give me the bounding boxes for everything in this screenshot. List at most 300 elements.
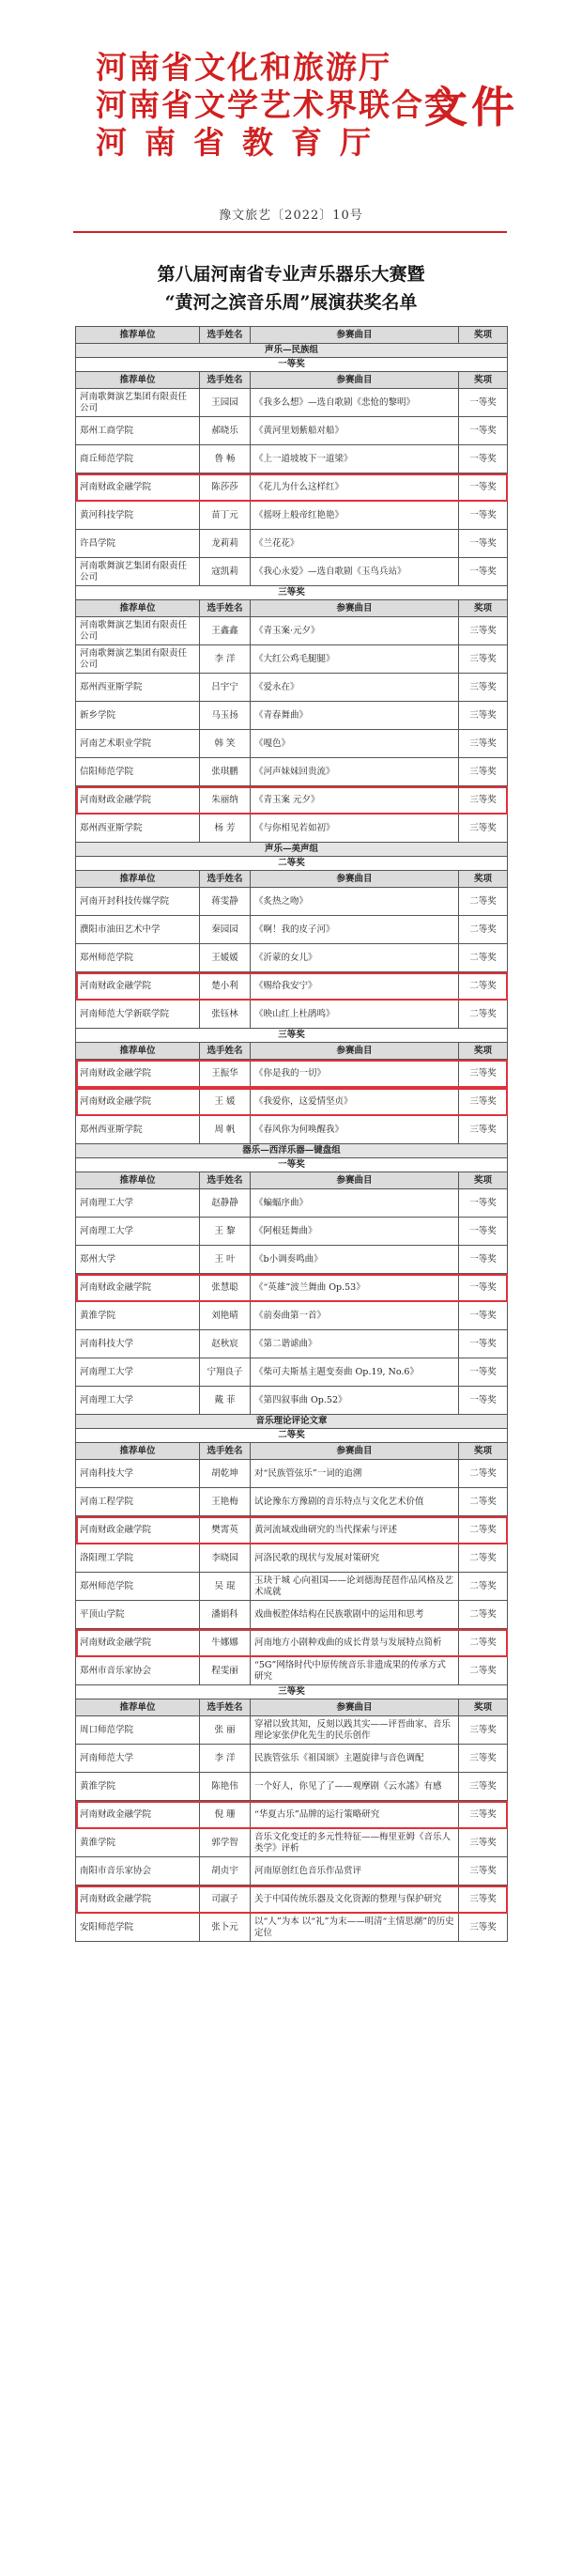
cell-award: 一等奖 [459, 1218, 508, 1246]
cell-song: 河南原创红色音乐作品赏评 [251, 1857, 459, 1885]
cell-name: 樊霄英 [200, 1516, 251, 1544]
cell-song: 对“民族管弦乐”一词的追溯 [251, 1460, 459, 1488]
cell-name: 戴 菲 [200, 1387, 251, 1415]
cell-song: 戏曲板腔体结构在民族歌剧中的运用和思考 [251, 1601, 459, 1629]
category-row [76, 1144, 508, 1158]
cell-award: 二等奖 [459, 1629, 508, 1657]
cell-award: 三等奖 [459, 1116, 508, 1144]
cell-song: 穿裙以致其知，反刻以践其实——评晋曲家、音乐理论家张伊化先生的民乐创作 [251, 1716, 459, 1745]
cell-song: 关于中国传统乐器及文化资源的整理与保护研究 [251, 1885, 459, 1914]
page-title-line1: 第八届河南省专业声乐器乐大赛暨 [157, 264, 425, 285]
table-row [76, 944, 508, 972]
table-row [76, 1516, 508, 1544]
cell-award: 三等奖 [459, 617, 508, 645]
table-row [76, 1274, 508, 1302]
cell-unit: 河南歌舞演艺集团有限责任公司 [76, 617, 200, 645]
cell-award: 一等奖 [459, 1189, 508, 1218]
cell-award: 三等奖 [459, 730, 508, 758]
cell-award: 三等奖 [459, 1857, 508, 1885]
cell-name: 王 叶 [200, 1246, 251, 1274]
cell-award: 二等奖 [459, 1516, 508, 1544]
cell-name: 王园园 [200, 389, 251, 417]
cell-name: 刘艳晴 [200, 1302, 251, 1330]
award-level-label: 二等奖 [76, 1429, 508, 1443]
cell-unit: 郑州工商学院 [76, 417, 200, 445]
cell-song: 《第二谐谑曲》 [251, 1330, 459, 1358]
cell-unit: 郑州西亚斯学院 [76, 1116, 200, 1144]
table-row [76, 1358, 508, 1387]
table-row [76, 758, 508, 786]
cell-name: 张钰林 [200, 1001, 251, 1029]
cell-name: 杨 芳 [200, 815, 251, 843]
cell-name: 赵静静 [200, 1189, 251, 1218]
category-label: 器乐—西洋乐器—键盘组 [76, 1144, 508, 1158]
table-row [76, 1302, 508, 1330]
cell-unit: 郑州市音乐家协会 [76, 1657, 200, 1685]
cell-song: 《上一道坡坡下一道梁》 [251, 445, 459, 473]
cell-unit: 河南财政金融学院 [76, 1274, 200, 1302]
cell-award: 二等奖 [459, 1460, 508, 1488]
table-row [76, 1189, 508, 1218]
cell-song: 《第四叙事曲 Op.52》 [251, 1387, 459, 1415]
table-row [76, 1773, 508, 1801]
table-row [76, 730, 508, 758]
table-row [76, 417, 508, 445]
column-header-award: 奖项 [459, 1443, 508, 1460]
cell-award: 三等奖 [459, 702, 508, 730]
cell-name: 宁翔良子 [200, 1358, 251, 1387]
cell-unit: 郑州西亚斯学院 [76, 674, 200, 702]
table-row [76, 888, 508, 916]
cell-award: 三等奖 [459, 1914, 508, 1942]
table-row [76, 1745, 508, 1773]
cell-unit: 河南财政金融学院 [76, 1801, 200, 1829]
category-label: 声乐—美声组 [76, 843, 508, 857]
cell-song: 《炙热之吻》 [251, 888, 459, 916]
cell-award: 三等奖 [459, 1773, 508, 1801]
cell-song: 试论豫东方豫剧的音乐特点与文化艺术价值 [251, 1488, 459, 1516]
cell-unit: 河南科技大学 [76, 1330, 200, 1358]
cell-name: 王鑫鑫 [200, 617, 251, 645]
cell-name: 张 丽 [200, 1716, 251, 1745]
table-row [76, 1801, 508, 1829]
column-header-name: 选手姓名 [200, 327, 251, 344]
column-header-award: 奖项 [459, 600, 508, 617]
column-header-unit: 推荐单位 [76, 372, 200, 389]
cell-unit: 河南财政金融学院 [76, 1088, 200, 1116]
cell-unit: 郑州师范学院 [76, 1573, 200, 1601]
table-row [76, 1488, 508, 1516]
table-row [76, 1088, 508, 1116]
cell-song: 《我心永爱》—选自歌剧《玉鸟兵站》 [251, 558, 459, 586]
table-subheader-row [76, 1699, 508, 1716]
page-title-line2: “黄河之滨音乐周”展演获奖名单 [164, 292, 418, 313]
cell-name: 韩 笑 [200, 730, 251, 758]
table-row [76, 1601, 508, 1629]
cell-unit: 河南歌舞演艺集团有限责任公司 [76, 558, 200, 586]
cell-song: 《青春舞曲》 [251, 702, 459, 730]
cell-unit: 平顶山学院 [76, 1601, 200, 1629]
cell-song: 《赐给我安宁》 [251, 972, 459, 1001]
cell-award: 三等奖 [459, 815, 508, 843]
cell-unit: 信阳师范学院 [76, 758, 200, 786]
category-label: 音乐理论评论文章 [76, 1415, 508, 1429]
cell-unit: 黄淮学院 [76, 1829, 200, 1857]
cell-song: 《b小调奏鸣曲》 [251, 1246, 459, 1274]
table-row [76, 1387, 508, 1415]
column-header-song: 参赛曲目 [251, 871, 459, 888]
table-row [76, 972, 508, 1001]
cell-song: 《河声妹妹回贵流》 [251, 758, 459, 786]
table-row [76, 530, 508, 558]
cell-song: 《春风你为何唤醒我》 [251, 1116, 459, 1144]
cell-song: 《青玉案 元夕》 [251, 786, 459, 815]
table-row [76, 1857, 508, 1885]
cell-song: 《嘎色》 [251, 730, 459, 758]
award-level-label: 三等奖 [76, 1029, 508, 1043]
cell-name: 鲁 畅 [200, 445, 251, 473]
table-row [76, 473, 508, 502]
cell-award: 二等奖 [459, 888, 508, 916]
cell-award: 二等奖 [459, 1573, 508, 1601]
column-header-song: 参赛曲目 [251, 1443, 459, 1460]
cell-name: 王 黎 [200, 1218, 251, 1246]
cell-award: 三等奖 [459, 786, 508, 815]
cell-name: 李 洋 [200, 1745, 251, 1773]
cell-unit: 河南歌舞演艺集团有限责任公司 [76, 389, 200, 417]
cell-name: 蒋雯静 [200, 888, 251, 916]
table-row [76, 916, 508, 944]
table-row [76, 1460, 508, 1488]
cell-award: 三等奖 [459, 1060, 508, 1088]
cell-name: 牛娜娜 [200, 1629, 251, 1657]
cell-award: 二等奖 [459, 1657, 508, 1685]
cell-award: 一等奖 [459, 558, 508, 586]
table-row [76, 1573, 508, 1601]
column-header-award: 奖项 [459, 372, 508, 389]
cell-name: 吴 琨 [200, 1573, 251, 1601]
cell-unit: 河南师范大学新联学院 [76, 1001, 200, 1029]
cell-name: 王振华 [200, 1060, 251, 1088]
cell-song: 玉玦于城 心向祖国——论刘德海琵琶作品风格及艺术成就 [251, 1573, 459, 1601]
category-row [76, 843, 508, 857]
cell-name: 赵秋宸 [200, 1330, 251, 1358]
table-row [76, 389, 508, 417]
award-level-row [76, 857, 508, 871]
column-header-song: 参赛曲目 [251, 600, 459, 617]
cell-song: 民族管弦乐《祖国颂》主题旋律与音色调配 [251, 1745, 459, 1773]
document-header [0, 0, 582, 240]
cell-unit: 河南财政金融学院 [76, 972, 200, 1001]
table-row [76, 1116, 508, 1144]
award-level-row [76, 1029, 508, 1043]
cell-award: 三等奖 [459, 1829, 508, 1857]
column-header-name: 选手姓名 [200, 1172, 251, 1189]
cell-award: 二等奖 [459, 972, 508, 1001]
column-header-unit: 推荐单位 [76, 1443, 200, 1460]
cell-award: 一等奖 [459, 389, 508, 417]
table-row [76, 1914, 508, 1942]
table-row [76, 1829, 508, 1857]
cell-award: 二等奖 [459, 1001, 508, 1029]
table-row [76, 1885, 508, 1914]
cell-award: 一等奖 [459, 1387, 508, 1415]
cell-song: 《蝙蝠序曲》 [251, 1189, 459, 1218]
cell-unit: 河南理工大学 [76, 1358, 200, 1387]
award-level-row [76, 1685, 508, 1699]
cell-unit: 河南工程学院 [76, 1488, 200, 1516]
cell-award: 一等奖 [459, 445, 508, 473]
table-row [76, 1246, 508, 1274]
table-subheader-row [76, 1172, 508, 1189]
cell-award: 一等奖 [459, 1274, 508, 1302]
award-level-label: 三等奖 [76, 1685, 508, 1699]
cell-song: 《沂蒙的女儿》 [251, 944, 459, 972]
column-header-name: 选手姓名 [200, 1699, 251, 1716]
cell-name: 郝晓乐 [200, 417, 251, 445]
cell-unit: 黄淮学院 [76, 1302, 200, 1330]
cell-unit: 河南艺术职业学院 [76, 730, 200, 758]
column-header-name: 选手姓名 [200, 1043, 251, 1060]
cell-unit: 河南财政金融学院 [76, 1516, 200, 1544]
column-header-name: 选手姓名 [200, 372, 251, 389]
cell-song: 《映山红上杜鹃鸣》 [251, 1001, 459, 1029]
cell-song: 《我爱你，这爱情坚贞》 [251, 1088, 459, 1116]
cell-name: 王媛媛 [200, 944, 251, 972]
cell-award: 二等奖 [459, 1544, 508, 1573]
cell-unit: 河南师范大学 [76, 1745, 200, 1773]
table-row [76, 815, 508, 843]
cell-unit: 河南财政金融学院 [76, 473, 200, 502]
table-row [76, 1544, 508, 1573]
winners-table [75, 326, 508, 1942]
column-header-song: 参赛曲目 [251, 372, 459, 389]
table-row [76, 1330, 508, 1358]
cell-award: 三等奖 [459, 645, 508, 674]
column-header-award: 奖项 [459, 1043, 508, 1060]
cell-name: 朱丽纳 [200, 786, 251, 815]
award-level-row [76, 1158, 508, 1172]
cell-unit: 周口师范学院 [76, 1716, 200, 1745]
cell-song: 《“英雄”波兰舞曲 Op.53》 [251, 1274, 459, 1302]
table-row [76, 702, 508, 730]
table-row [76, 1060, 508, 1088]
cell-song: 《阿根廷舞曲》 [251, 1218, 459, 1246]
table-row [76, 502, 508, 530]
cell-name: 胡贞宇 [200, 1857, 251, 1885]
cell-award: 一等奖 [459, 502, 508, 530]
column-header-song: 参赛曲目 [251, 327, 459, 344]
cell-name: 郭学智 [200, 1829, 251, 1857]
cell-award: 一等奖 [459, 530, 508, 558]
cell-award: 三等奖 [459, 1716, 508, 1745]
column-header-unit: 推荐单位 [76, 1172, 200, 1189]
cell-award: 三等奖 [459, 758, 508, 786]
cell-song: 《前奏曲第一首》 [251, 1302, 459, 1330]
cell-name: 苗丁元 [200, 502, 251, 530]
cell-name: 张慧聪 [200, 1274, 251, 1302]
column-header-award: 奖项 [459, 327, 508, 344]
document-label: 文件 [424, 82, 518, 132]
cell-song: 《兰花花》 [251, 530, 459, 558]
table-row [76, 617, 508, 645]
award-level-label: 二等奖 [76, 857, 508, 871]
cell-song: 河南地方小剧种戏曲的成长背景与发展特点简析 [251, 1629, 459, 1657]
cell-name: 寇凯莉 [200, 558, 251, 586]
cell-unit: 黄河科技学院 [76, 502, 200, 530]
column-header-unit: 推荐单位 [76, 327, 200, 344]
column-header-award: 奖项 [459, 1172, 508, 1189]
award-level-row [76, 358, 508, 372]
cell-unit: 河南财政金融学院 [76, 1629, 200, 1657]
table-row [76, 1218, 508, 1246]
column-header-unit: 推荐单位 [76, 1699, 200, 1716]
column-header-unit: 推荐单位 [76, 1043, 200, 1060]
issuing-organizations [96, 49, 457, 162]
cell-name: 司淑子 [200, 1885, 251, 1914]
cell-award: 二等奖 [459, 1601, 508, 1629]
cell-unit: 郑州大学 [76, 1246, 200, 1274]
table-subheader-row [76, 1443, 508, 1460]
cell-name: 潘娟科 [200, 1601, 251, 1629]
table-row [76, 1629, 508, 1657]
cell-award: 三等奖 [459, 1885, 508, 1914]
cell-song: 《与你相见若如初》 [251, 815, 459, 843]
cell-song: 以“人”为本 以“礼”为末——明清“主情思潮”的历史定位 [251, 1914, 459, 1942]
cell-unit: 河南理工大学 [76, 1218, 200, 1246]
cell-name: 程雯丽 [200, 1657, 251, 1685]
cell-award: 二等奖 [459, 944, 508, 972]
cell-award: 二等奖 [459, 916, 508, 944]
cell-song: 《爱永在》 [251, 674, 459, 702]
column-header-unit: 推荐单位 [76, 600, 200, 617]
cell-unit: 河南理工大学 [76, 1387, 200, 1415]
cell-unit: 郑州西亚斯学院 [76, 815, 200, 843]
cell-unit: 郑州师范学院 [76, 944, 200, 972]
cell-song: “华夏古乐”品牌的运行策略研究 [251, 1801, 459, 1829]
cell-name: 马玉扬 [200, 702, 251, 730]
table-row [76, 1716, 508, 1745]
cell-unit: 南阳市音乐家协会 [76, 1857, 200, 1885]
cell-unit: 洛阳理工学院 [76, 1544, 200, 1573]
table-row [76, 1657, 508, 1685]
cell-unit: 河南开封科技传媒学院 [76, 888, 200, 916]
cell-award: 一等奖 [459, 473, 508, 502]
cell-name: 王 媛 [200, 1088, 251, 1116]
cell-unit: 安阳师范学院 [76, 1914, 200, 1942]
document-number: 豫文旅艺〔2022〕10号 [219, 209, 363, 223]
table-row [76, 445, 508, 473]
cell-song: 《青玉案·元夕》 [251, 617, 459, 645]
cell-song: 《柴可夫斯基主题变奏曲 Op.19, No.6》 [251, 1358, 459, 1387]
table-subheader-row [76, 372, 508, 389]
cell-song: “5G”网络时代中原传统音乐非遗成果的传承方式研究 [251, 1657, 459, 1685]
org-name-culture-tourism: 河南省文化和旅游厅 [96, 49, 391, 85]
cell-unit: 河南科技大学 [76, 1460, 200, 1488]
cell-award: 一等奖 [459, 1358, 508, 1387]
column-header-name: 选手姓名 [200, 871, 251, 888]
cell-name: 王艳梅 [200, 1488, 251, 1516]
category-label: 声乐—民族组 [76, 344, 508, 358]
cell-name: 吕宇宁 [200, 674, 251, 702]
cell-unit: 河南理工大学 [76, 1189, 200, 1218]
category-row [76, 344, 508, 358]
cell-award: 一等奖 [459, 417, 508, 445]
cell-song: 《摇呀上般帝红艳艳》 [251, 502, 459, 530]
cell-unit: 商丘师范学院 [76, 445, 200, 473]
cell-unit: 许昌学院 [76, 530, 200, 558]
column-header-song: 参赛曲目 [251, 1699, 459, 1716]
column-header-name: 选手姓名 [200, 1443, 251, 1460]
cell-unit: 河南财政金融学院 [76, 1060, 200, 1088]
table-row [76, 1001, 508, 1029]
column-header-unit: 推荐单位 [76, 871, 200, 888]
cell-unit: 黄淮学院 [76, 1773, 200, 1801]
cell-name: 胡乾坤 [200, 1460, 251, 1488]
cell-unit: 河南歌舞演艺集团有限责任公司 [76, 645, 200, 674]
org-name-education: 河南省教育厅 [96, 124, 389, 161]
award-level-label: 一等奖 [76, 1158, 508, 1172]
cell-song: 《黄河里划紫船对船》 [251, 417, 459, 445]
table-row [76, 674, 508, 702]
table-row [76, 786, 508, 815]
cell-song: 《我多么想》—选自歌剧《悲怆的黎明》 [251, 389, 459, 417]
award-level-label: 三等奖 [76, 586, 508, 600]
cell-name: 李 洋 [200, 645, 251, 674]
cell-award: 三等奖 [459, 1745, 508, 1773]
cell-song: 音乐文化变迁的多元性特征——梅里亚姆《音乐人类学》评析 [251, 1829, 459, 1857]
table-subheader-row [76, 871, 508, 888]
cell-unit: 河南财政金融学院 [76, 786, 200, 815]
cell-name: 龙莉莉 [200, 530, 251, 558]
cell-name: 张卜元 [200, 1914, 251, 1942]
table-subheader-row [76, 1043, 508, 1060]
cell-song: 《你是我的一切》 [251, 1060, 459, 1088]
award-level-row [76, 1429, 508, 1443]
column-header-name: 选手姓名 [200, 600, 251, 617]
table-subheader-row [76, 600, 508, 617]
cell-name: 陈艳伟 [200, 1773, 251, 1801]
cell-name: 倪 珊 [200, 1801, 251, 1829]
cell-award: 一等奖 [459, 1302, 508, 1330]
cell-song: 《花儿为什么这样红》 [251, 473, 459, 502]
cell-unit: 濮阳市油田艺术中学 [76, 916, 200, 944]
cell-award: 三等奖 [459, 1801, 508, 1829]
cell-name: 陈莎莎 [200, 473, 251, 502]
cell-award: 三等奖 [459, 674, 508, 702]
cell-unit: 新乡学院 [76, 702, 200, 730]
cell-unit: 河南财政金融学院 [76, 1885, 200, 1914]
cell-award: 三等奖 [459, 1088, 508, 1116]
cell-award: 一等奖 [459, 1246, 508, 1274]
award-level-label: 一等奖 [76, 358, 508, 372]
cell-name: 秦园园 [200, 916, 251, 944]
column-header-award: 奖项 [459, 1699, 508, 1716]
category-row [76, 1415, 508, 1429]
cell-award: 一等奖 [459, 1330, 508, 1358]
cell-award: 二等奖 [459, 1488, 508, 1516]
cell-song: 河洛民歌的现状与发展对策研究 [251, 1544, 459, 1573]
table-header-row [76, 327, 508, 344]
red-divider-line [73, 231, 507, 233]
column-header-award: 奖项 [459, 871, 508, 888]
cell-song: 黄河流域戏曲研究的当代探索与评述 [251, 1516, 459, 1544]
cell-name: 张琪鹏 [200, 758, 251, 786]
table-row [76, 558, 508, 586]
cell-name: 楚小利 [200, 972, 251, 1001]
cell-song: 《啊！我的皮子河》 [251, 916, 459, 944]
award-level-row [76, 586, 508, 600]
